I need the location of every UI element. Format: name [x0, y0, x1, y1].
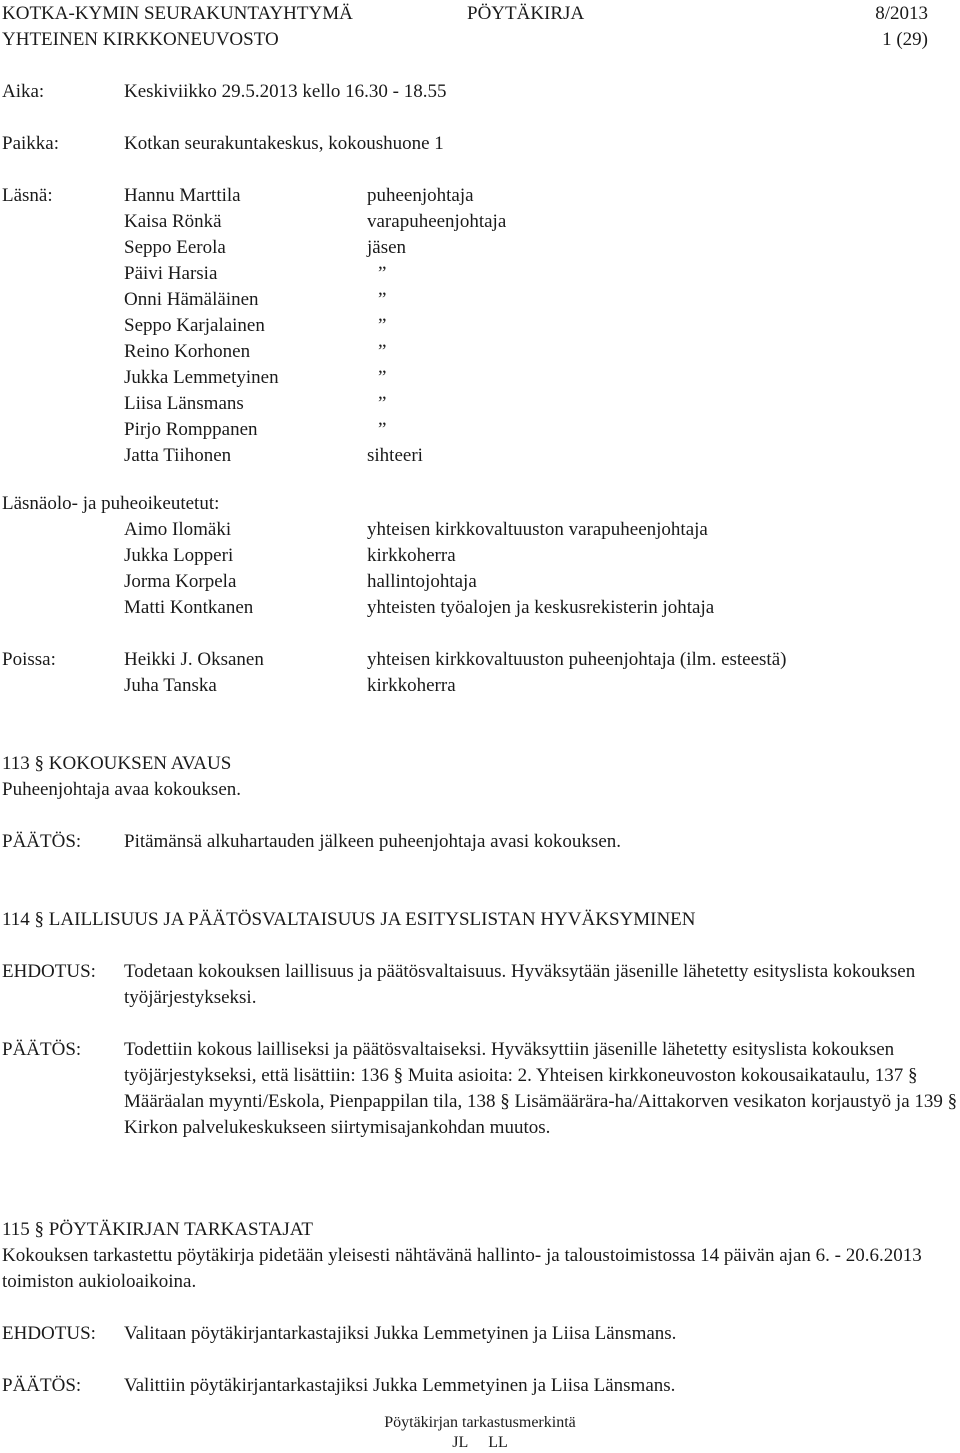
present-member: [0, 443, 958, 469]
decision-label: PÄÄTÖS:: [2, 1375, 82, 1396]
present-label: Läsnä:: [2, 185, 53, 206]
section-115-decision: Valittiin pöytäkirjantarkastajiksi Jukka Lemmetyinen ja Liisa Länsmans.: [124, 1375, 676, 1396]
time-label: Aika:: [2, 81, 45, 102]
decision-label: PÄÄTÖS:: [2, 831, 82, 852]
decision-label: PÄÄTÖS:: [2, 1039, 82, 1060]
document-type: PÖYTÄKIRJA: [467, 3, 585, 24]
member-role: ”: [378, 341, 387, 362]
member-name: Matti Kontkanen: [124, 597, 254, 618]
member-name: Päivi Harsia: [124, 263, 218, 284]
place-value: Kotkan seurakuntakeskus, kokoushuone 1: [124, 133, 444, 154]
present-member: [0, 235, 958, 261]
member-role: yhteisen kirkkovaltuuston puheenjohtaja (ilm. esteestä): [367, 649, 787, 670]
member-name: Liisa Länsmans: [124, 393, 244, 414]
section-114-proposal: Todetaan kokouksen laillisuus ja päätösvaltaisuus. Hyväksytään jäsenille lähetetty esityslista kokouksen työjärjestykseksi.: [124, 961, 916, 1008]
member-role: kirkkoherra: [367, 675, 456, 696]
member-name: Onni Hämäläinen: [124, 289, 259, 310]
section-115-title: 115 § PÖYTÄKIRJAN TARKASTAJAT: [2, 1219, 314, 1240]
member-name: Jorma Korpela: [124, 571, 237, 592]
member-role: yhteisten työalojen ja keskusrekisterin johtaja: [367, 597, 715, 618]
member-role: ”: [378, 315, 387, 336]
time-value: Keskiviikko 29.5.2013 kello 16.30 - 18.55: [124, 81, 447, 102]
absent-label: Poissa:: [2, 649, 56, 670]
member-name: Seppo Eerola: [124, 237, 226, 258]
section-115-proposal: Valitaan pöytäkirjantarkastajiksi Jukka Lemmetyinen ja Liisa Länsmans.: [124, 1323, 677, 1344]
present-member: [0, 391, 958, 417]
section-114-title: 114 § LAILLISUUS JA PÄÄTÖSVALTAISUUS JA ESITYSLISTAN HYVÄKSYMINEN: [2, 909, 696, 930]
member-role: ”: [378, 393, 387, 414]
section-113-title: 113 § KOKOUKSEN AVAUS: [2, 753, 232, 774]
entitled-label: Läsnäolo- ja puheoikeutetut:: [2, 493, 220, 514]
section-113-decision: Pitämänsä alkuhartauden jälkeen puheenjohtaja avasi kokouksen.: [124, 831, 622, 852]
member-name: Reino Korhonen: [124, 341, 251, 362]
present-member: [0, 365, 958, 391]
member-role: puheenjohtaja: [367, 185, 474, 206]
member-role: ”: [378, 419, 387, 440]
member-role: yhteisen kirkkovaltuuston varapuheenjohtaja: [367, 519, 708, 540]
present-member: [0, 339, 958, 365]
proposal-label: EHDOTUS:: [2, 961, 96, 982]
member-role: ”: [378, 263, 387, 284]
entitled-list: [0, 517, 958, 621]
absent-member: [0, 647, 958, 673]
absent-list: [0, 647, 958, 699]
present-list: [0, 183, 958, 469]
member-name: Kaisa Rönkä: [124, 211, 222, 232]
member-role: jäsen: [367, 237, 407, 258]
member-name: Jukka Lemmetyinen: [124, 367, 279, 388]
review-mark-label: Pöytäkirjan tarkastusmerkintä: [384, 1414, 576, 1431]
present-member: [0, 287, 958, 313]
absent-member: [0, 673, 958, 699]
member-role: sihteeri: [367, 445, 423, 466]
member-name: Pirjo Romppanen: [124, 419, 258, 440]
member-name: Jatta Tiihonen: [124, 445, 232, 466]
reviewer-initials: [0, 1433, 960, 1453]
present-member: [0, 417, 958, 443]
member-name: Seppo Karjalainen: [124, 315, 265, 336]
member-name: Aimo Ilomäki: [124, 519, 232, 540]
member-name: Hannu Marttila: [124, 185, 241, 206]
section-114-decision: Todettiin kokous lailliseksi ja päätösvaltaiseksi. Hyväksyttiin jäsenille lähetetty esityslista kokouksen työjärjestykseksi, että lisättiin: 136 § Muita asioita: 2. Yhteisen kirkkoneuvoston kokousaikataulu, 137 § Määräalan myynti/Eskola, Pienpappilan tila, 138 § Lisämäärära-ha/Aittakorven vesikaton korjaustyö ja 139 § Kirkon palvelukeskukseen siirtymisajankohdan muutos.: [124, 1039, 958, 1138]
organization-unit: YHTEINEN KIRKKONEUVOSTO: [2, 29, 279, 50]
section-115-intro: Kokouksen tarkastettu pöytäkirja pidetään yleisesti nähtävänä hallinto- ja taloustoimistossa 14 päivän ajan 6. - 20.6.2013 toimiston aukioloaikoina.: [2, 1245, 922, 1292]
member-name: Heikki J. Oksanen: [124, 649, 264, 670]
proposal-label: EHDOTUS:: [2, 1323, 96, 1344]
member-name: Juha Tanska: [124, 675, 217, 696]
page-number: 1 (29): [882, 29, 928, 50]
member-role: varapuheenjohtaja: [367, 211, 507, 232]
organization-name: KOTKA-KYMIN SEURAKUNTAYHTYMÄ: [2, 3, 353, 24]
present-member: [0, 261, 958, 287]
section-113-intro: Puheenjohtaja avaa kokouksen.: [2, 779, 242, 800]
present-member: [0, 183, 958, 209]
entitled-member: [0, 595, 958, 621]
entitled-member: [0, 569, 958, 595]
member-role: hallintojohtaja: [367, 571, 477, 592]
member-role: ”: [378, 289, 387, 310]
entitled-member: [0, 517, 958, 543]
entitled-member: [0, 543, 958, 569]
reviewer-initial: JL: [452, 1434, 469, 1451]
reviewer-initial: LL: [488, 1434, 508, 1451]
present-member: [0, 313, 958, 339]
member-role: ”: [378, 367, 387, 388]
document-number: 8/2013: [875, 3, 928, 24]
place-label: Paikka:: [2, 133, 59, 154]
member-role: kirkkoherra: [367, 545, 456, 566]
member-name: Jukka Lopperi: [124, 545, 234, 566]
present-member: [0, 209, 958, 235]
